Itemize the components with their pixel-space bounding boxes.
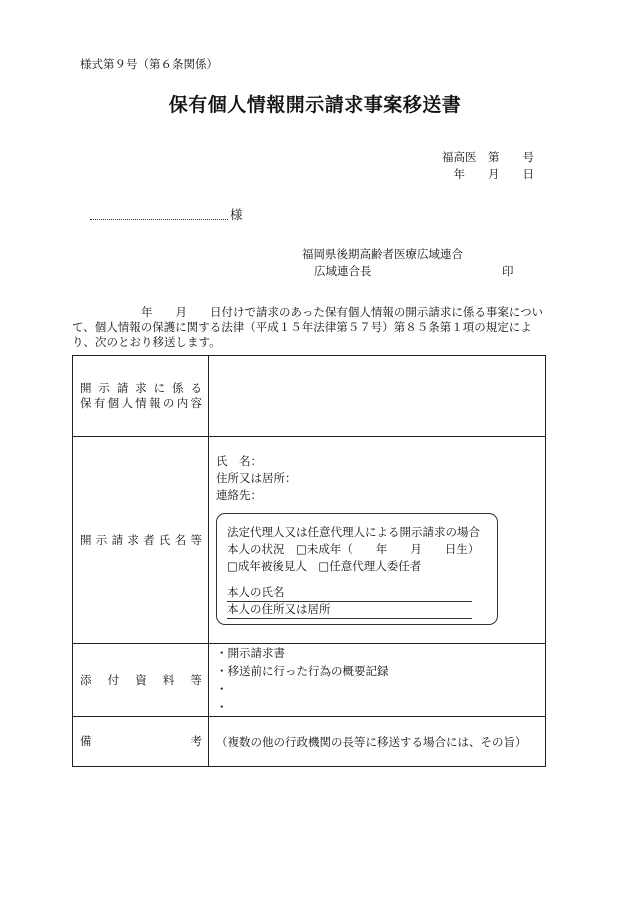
table-row xyxy=(73,437,546,644)
remarks-cell xyxy=(209,717,546,767)
label-char: 内 xyxy=(176,396,189,410)
label-char: 考 xyxy=(190,734,202,748)
label-char: 求 xyxy=(127,532,139,547)
label-char: 示 xyxy=(98,381,110,395)
label-char: 資 xyxy=(135,672,147,687)
principal-name-field: 本人の氏名 xyxy=(227,584,472,602)
label-char: 添 xyxy=(80,672,92,687)
label-char: 名 xyxy=(174,532,187,547)
document-title: 保有個人情報開示請求事案移送書 xyxy=(168,94,462,116)
addressee-line xyxy=(90,219,228,220)
label-char: 報 xyxy=(149,396,161,410)
label-char: 開 xyxy=(80,381,92,395)
label-char: 有 xyxy=(93,396,106,410)
label-char: 保 xyxy=(80,396,92,410)
table-row xyxy=(73,356,546,437)
label-char: る xyxy=(190,381,202,395)
label-char: の xyxy=(162,396,175,410)
label-char: 開 xyxy=(80,532,92,547)
requester-contact-label: 連絡先： xyxy=(216,488,262,502)
request-content-cell xyxy=(209,356,546,437)
label-char: に xyxy=(153,381,166,395)
label-char: 請 xyxy=(111,532,124,547)
remarks-text: （複数の他の行政機関の長等に移送する場合には、その旨） xyxy=(216,734,527,749)
label-char: 料 xyxy=(162,672,175,687)
label-requester xyxy=(73,437,209,644)
label-char: 氏 xyxy=(158,532,171,547)
sender-organization: 福岡県後期高齢者医療広域連合 xyxy=(302,247,463,261)
attachment-item: ・ xyxy=(216,700,228,714)
attachment-item: ・ xyxy=(216,682,228,696)
label-char: 付 xyxy=(107,672,120,687)
label-remarks xyxy=(73,717,209,767)
requester-address-label: 住所又は居所： xyxy=(216,471,297,485)
label-char: 請 xyxy=(116,381,129,395)
form-number: 様式第９号（第６条関係） xyxy=(80,57,218,71)
requester-name-label: 氏 名： xyxy=(216,454,262,468)
label-char: 個 xyxy=(107,396,120,410)
attachment-item: ・移送前に行った行為の概要記録 xyxy=(216,664,389,678)
attachment-item: ・開示請求書 xyxy=(216,646,285,660)
principal-status-options: □成年被後見人 □任意代理人委任者 xyxy=(227,559,422,573)
sender-title: 広域連合長 xyxy=(314,264,372,278)
label-char: 示 xyxy=(95,532,108,547)
label-char: 等 xyxy=(190,672,202,687)
label-line xyxy=(80,381,202,396)
label-char: 係 xyxy=(172,381,184,395)
agent-request-box xyxy=(216,513,498,625)
addressee-suffix: 様 xyxy=(230,207,243,222)
issue-date: 年 月 日 xyxy=(453,167,534,181)
label-char: 等 xyxy=(190,532,202,547)
reference-number: 福高医 第 号 xyxy=(442,150,534,164)
table-row xyxy=(73,717,546,767)
label-request-content xyxy=(73,356,209,437)
label-char: 人 xyxy=(121,396,133,410)
label-line xyxy=(80,396,202,411)
table-row xyxy=(73,644,546,717)
label-char: 者 xyxy=(143,532,155,547)
transfer-table xyxy=(72,355,546,767)
principal-status: 本人の状況 □未成年（ 年 月 日生） xyxy=(227,542,480,556)
attachments-cell xyxy=(209,644,546,717)
intro-paragraph: 年 月 日付けで請求のあった保有個人情報の開示請求に係る事案について、個人情報の保護に関する法律（平成１５年法律第５７号）第８５条第１項の規定により、次のとおり移送します。 xyxy=(72,305,544,349)
seal-mark: 印 xyxy=(502,264,514,278)
requester-cell xyxy=(209,437,546,644)
label-char: 備 xyxy=(80,734,92,748)
label-char: 情 xyxy=(135,396,147,410)
principal-address-field: 本人の住所又は居所 xyxy=(227,601,472,619)
label-attachments xyxy=(73,644,209,717)
label-char: 容 xyxy=(190,396,202,410)
agent-heading: 法定代理人又は任意代理人による開示請求の場合 xyxy=(227,525,480,539)
label-char: 求 xyxy=(135,381,147,395)
